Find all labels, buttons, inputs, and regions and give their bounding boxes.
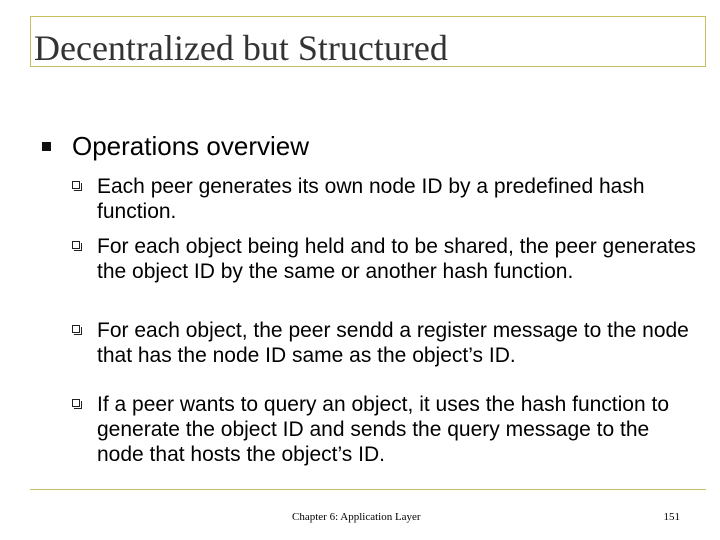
slide-title: Decentralized but Structured bbox=[34, 28, 448, 68]
box-bullet-icon bbox=[72, 241, 80, 249]
square-bullet-icon bbox=[42, 142, 51, 151]
box-bullet-icon bbox=[72, 325, 80, 333]
list-item-text: For each object, the peer sendd a register message to the node that has the node ID same as the object’s ID. bbox=[97, 319, 689, 367]
page-number: 151 bbox=[663, 511, 680, 523]
bullet-heading: Operations overview bbox=[72, 131, 309, 161]
box-bullet-icon bbox=[72, 181, 80, 189]
frame-right-line bbox=[705, 16, 706, 66]
footer-line bbox=[30, 489, 706, 490]
frame-top-line bbox=[30, 16, 706, 17]
frame-left-line bbox=[30, 16, 31, 66]
list-item-text: For each object being held and to be shared, the peer generates the object ID by the same or another hash function. bbox=[97, 235, 696, 283]
box-bullet-icon bbox=[72, 399, 80, 407]
list-item-text: If a peer wants to query an object, it uses the hash function to generate the object ID and sends the query message to the node that hosts the object’s ID. bbox=[97, 393, 670, 466]
list-item-text: Each peer generates its own node ID by a predefined hash function. bbox=[97, 175, 645, 223]
footer-chapter: Chapter 6: Application Layer bbox=[292, 511, 421, 523]
